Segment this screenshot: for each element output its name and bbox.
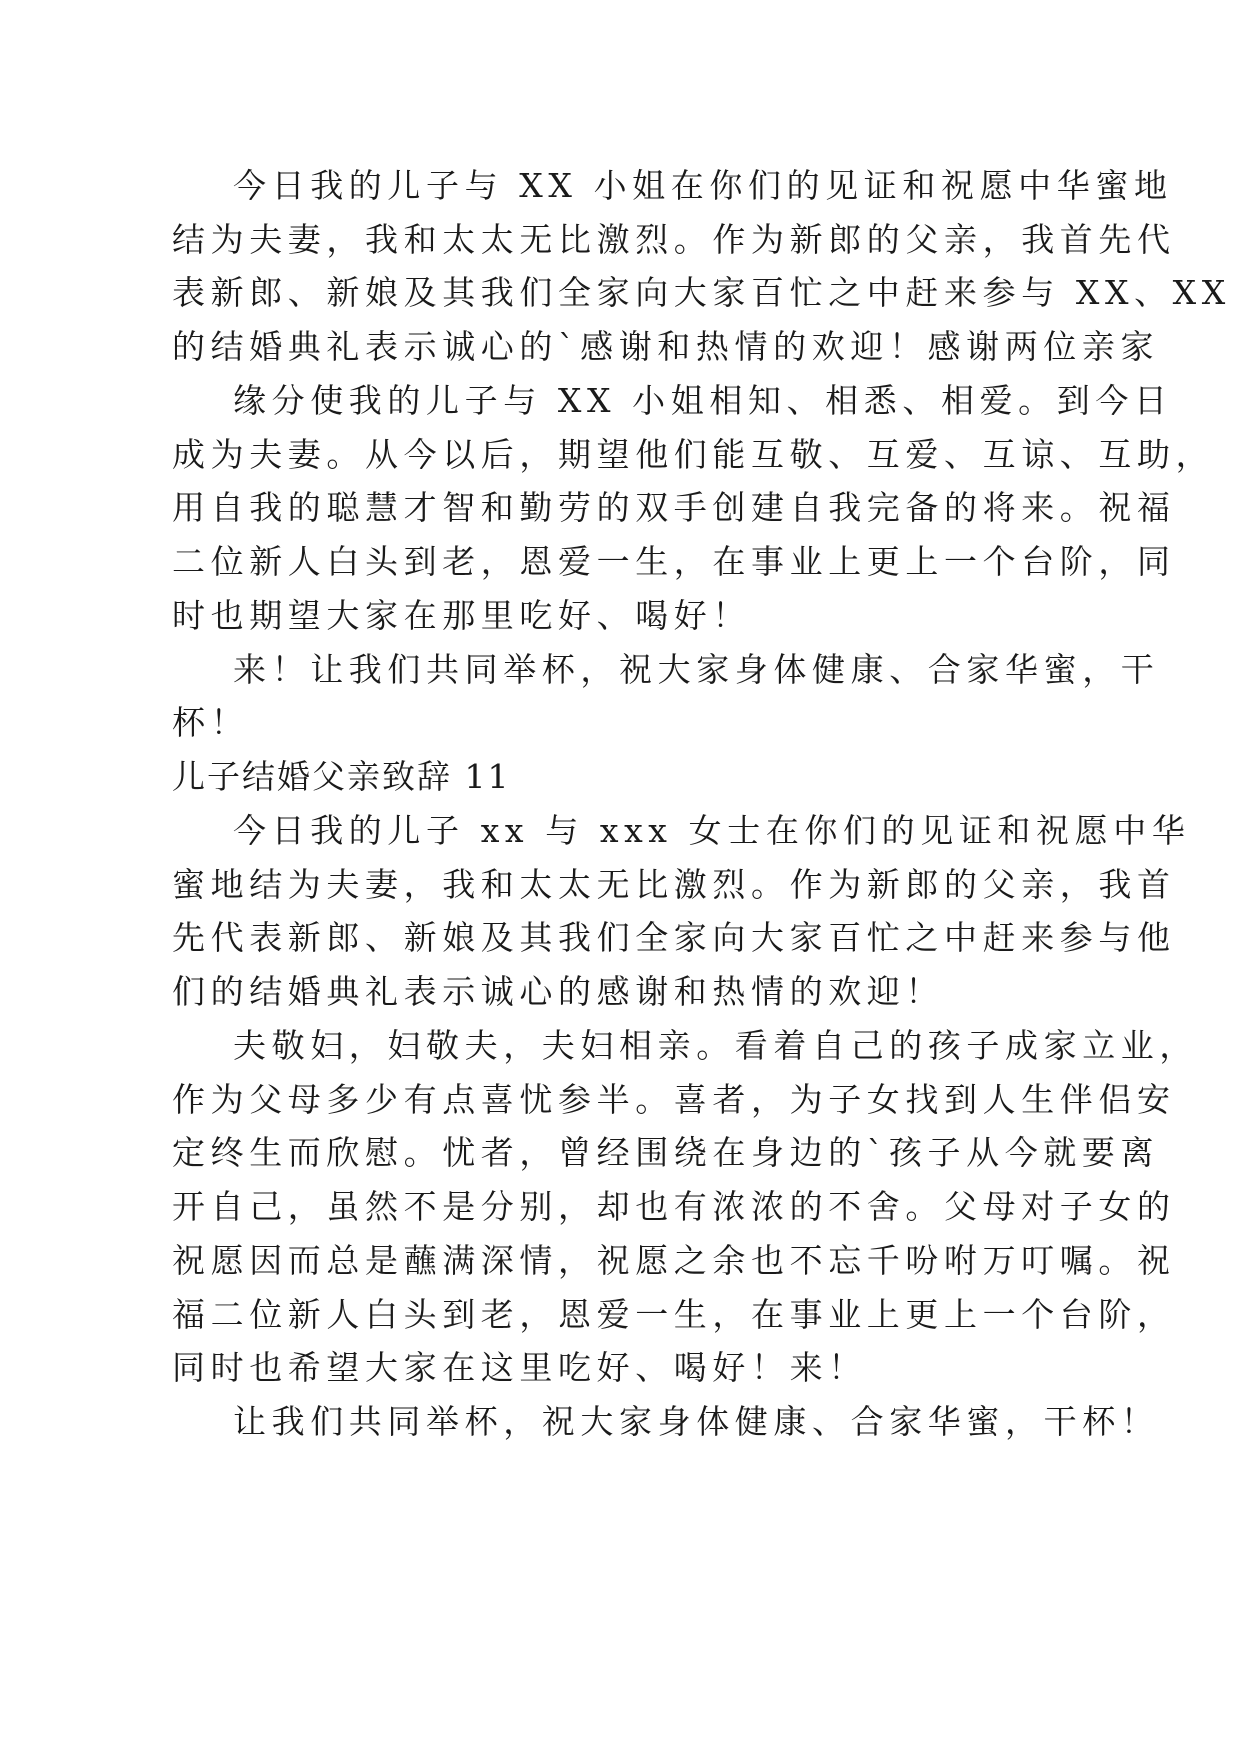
line-text: 作为父母多少有点喜忧参半。喜者，为子女找到人生伴侣安 xyxy=(172,1080,1176,1119)
line-text: 夫敬妇，妇敬夫，夫妇相亲。看着自己的孩子成家立业， xyxy=(233,1026,1198,1065)
line-text: 今日我的儿子 xx 与 xxx 女士在你们的见证和祝愿中华 xyxy=(233,811,1191,850)
line-text: 结为夫妻，我和太太无比激烈。作为新郎的父亲，我首先代 xyxy=(172,220,1176,259)
line-text: 的结婚典礼表示诚心的`感谢和热情的欢迎！感谢两位亲家 xyxy=(172,327,1160,366)
heading-text: 儿子结婚父亲致辞 11 xyxy=(172,757,511,796)
line-text: 先代表新郎、新娘及其我们全家向大家百忙之中赶来参与他 xyxy=(172,918,1176,957)
line-text: 福二位新人白头到老，恩爱一生，在事业上更上一个台阶， xyxy=(172,1295,1176,1334)
line-text: 同时也希望大家在这里吃好、喝好！来！ xyxy=(172,1348,867,1387)
line-text: 缘分使我的儿子与 XX 小姐相知、相悉、相爱。到今日 xyxy=(233,381,1173,420)
line-text: 来！让我们共同举杯，祝大家身体健康、合家华蜜，干 xyxy=(233,650,1160,689)
line-text: 二位新人白头到老，恩爱一生，在事业上更上一个台阶，同 xyxy=(172,542,1176,581)
line-text: 今日我的儿子与 XX 小姐在你们的见证和祝愿中华蜜地 xyxy=(233,166,1173,205)
line-text: 时也期望大家在那里吃好、喝好！ xyxy=(172,596,751,635)
line-text: 祝愿因而总是蘸满深情，祝愿之余也不忘千吩咐万叮嘱。祝 xyxy=(172,1241,1176,1280)
line-text: 蜜地结为夫妻，我和太太无比激烈。作为新郎的父亲，我首 xyxy=(172,865,1176,904)
line-text: 让我们共同举杯，祝大家身体健康、合家华蜜，干杯！ xyxy=(233,1402,1160,1441)
line-text: 杯！ xyxy=(172,703,250,742)
line-text: 表新郎、新娘及其我们全家向大家百忙之中赶来参与 XX、XX xyxy=(172,273,1231,312)
line-text: 用自我的聪慧才智和勤劳的双手创建自我完备的将来。祝福 xyxy=(172,488,1176,527)
line-text: 定终生而欣慰。忧者，曾经围绕在身边的`孩子从今就要离 xyxy=(172,1133,1160,1172)
line-text: 开自己，虽然不是分别，却也有浓浓的不舍。父母对子女的 xyxy=(172,1187,1176,1226)
line-text: 们的结婚典礼表示诚心的感谢和热情的欢迎！ xyxy=(172,972,944,1011)
line-text: 成为夫妻。从今以后，期望他们能互敬、互爱、互谅、互助， xyxy=(172,435,1215,474)
